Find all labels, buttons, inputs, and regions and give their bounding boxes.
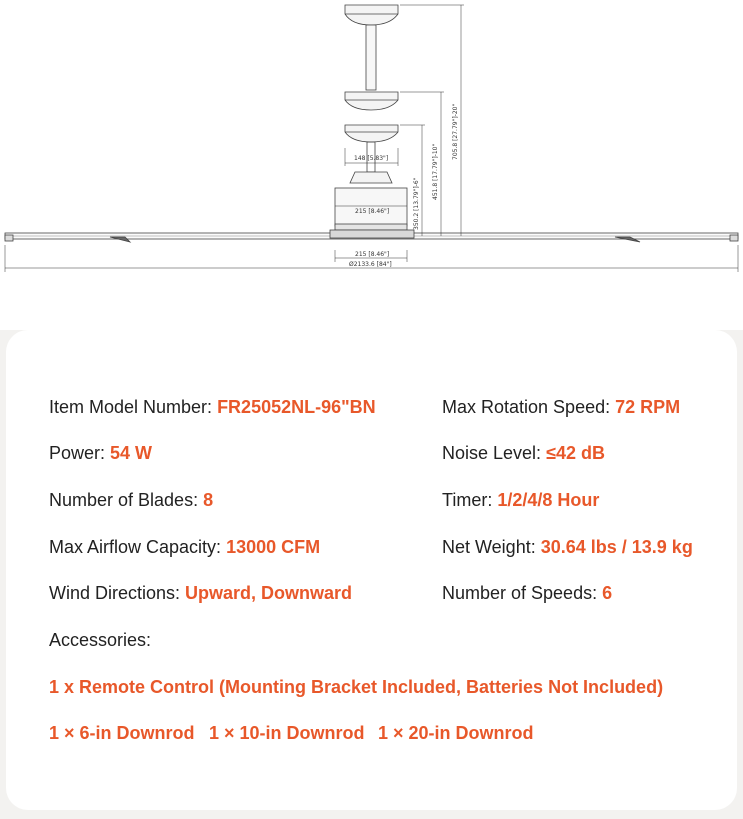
spec-label: Max Airflow Capacity:: [49, 537, 227, 557]
height-short-label: 350.2 [13.79"]-6": [413, 177, 420, 230]
spec-label: Timer:: [442, 490, 498, 510]
spec-value: Upward, Downward: [185, 583, 353, 603]
spec-label: Max Rotation Speed:: [442, 397, 616, 417]
spec-label: Power:: [49, 443, 111, 463]
spec-label: Wind Directions:: [49, 583, 186, 603]
spec-power: [49, 442, 152, 464]
spec-value: 13000 CFM: [226, 537, 321, 557]
motor-width-label: 215 [8.46"]: [355, 208, 390, 215]
spec-value: 6: [602, 583, 613, 603]
spec-net-weight: [442, 536, 693, 558]
spec-rotation-speed: [442, 396, 680, 418]
overall-diameter-label: Ø2133.6 [84"]: [349, 261, 392, 268]
fan-drawing: [0, 0, 743, 330]
fan-dimension-diagram: [0, 0, 743, 330]
motor-width-bottom-label: 215 [8.46"]: [355, 251, 390, 258]
accessory-downrod-20in: 1 × 20-in Downrod: [378, 723, 534, 743]
spec-value: 8: [203, 490, 214, 510]
spec-value: 1/2/4/8 Hour: [497, 490, 600, 510]
spec-noise-level: [442, 442, 605, 464]
accessory-downrod-6in: 1 × 6-in Downrod: [49, 723, 195, 743]
accessories-title: Accessories:: [49, 630, 152, 650]
spec-wind-directions: [49, 582, 352, 604]
spec-timer: [442, 489, 599, 511]
height-long-label: 705.8 [27.79"]-20": [452, 103, 459, 160]
canopy-width-label: 148 [5.83"]: [354, 155, 389, 162]
spec-value: 30.64 lbs / 13.9 kg: [540, 537, 693, 557]
accessory-downrod-10in: 1 × 10-in Downrod: [209, 723, 365, 743]
spec-label: Net Weight:: [442, 537, 541, 557]
spec-label: Noise Level:: [442, 443, 547, 463]
height-mid-label: 451.8 [17.79"]-10": [432, 143, 439, 200]
spec-model-number: [49, 396, 376, 418]
spec-value: 72 RPM: [615, 397, 681, 417]
specifications-card: [6, 330, 737, 810]
spec-blades: [49, 489, 213, 511]
spec-value: FR25052NL-96"BN: [217, 397, 376, 417]
spec-label: Number of Speeds:: [442, 583, 603, 603]
spec-label: Number of Blades:: [49, 490, 204, 510]
spec-value: 54 W: [110, 443, 153, 463]
spec-airflow: [49, 536, 320, 558]
spec-speeds: [442, 582, 612, 604]
spec-label: Item Model Number:: [49, 397, 218, 417]
spec-value: ≤42 dB: [546, 443, 605, 463]
accessory-remote-control: 1 x Remote Control (Mounting Bracket Included, Batteries Not Included): [49, 677, 664, 697]
